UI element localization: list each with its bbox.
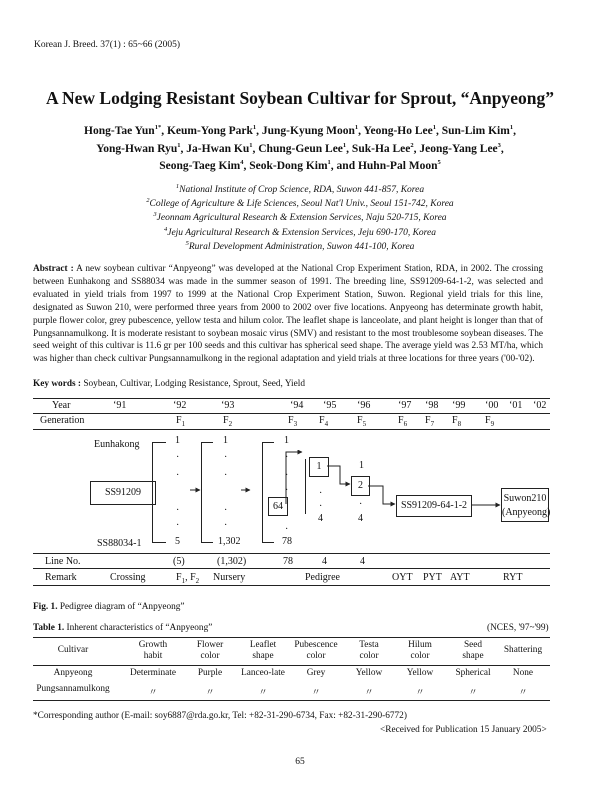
table-header-rule bbox=[33, 665, 550, 666]
fig-bottom-rule bbox=[33, 585, 550, 586]
parent-eunhakong: Eunhakong bbox=[94, 439, 140, 450]
table-label: Table 1. bbox=[33, 623, 65, 633]
author-affil-mark: 3 bbox=[497, 141, 501, 149]
generation-sub: 8 bbox=[457, 420, 462, 428]
header-line: Shattering bbox=[503, 645, 543, 655]
received-date: <Received for Publication 15 January 2005> bbox=[380, 725, 547, 735]
author-affil-mark: 1 bbox=[327, 159, 331, 167]
generation-base: F bbox=[357, 415, 363, 426]
bracket-92-top bbox=[152, 442, 166, 443]
caption-label: Fig. 1. bbox=[33, 602, 58, 612]
author-affil-mark: 1 bbox=[252, 124, 257, 132]
header-line: Hilum bbox=[408, 640, 432, 650]
affiliation-text: Rural Development Administration, Suwon 441-100, Korea bbox=[188, 241, 415, 252]
final-cultivar-box bbox=[501, 488, 549, 522]
count-93-top: 1 bbox=[223, 435, 228, 446]
count-95-bottom: 4 bbox=[318, 513, 323, 524]
table-row-cultivar: Pungsannamulkong bbox=[36, 684, 110, 694]
fig-rule bbox=[33, 568, 550, 569]
year-5: ‘96 bbox=[357, 400, 371, 411]
year-8: ‘99 bbox=[452, 400, 466, 411]
selected-64-box: 64 bbox=[268, 497, 288, 516]
author-sep: , bbox=[243, 160, 250, 172]
author-name: Jeong-Yang Lee bbox=[419, 142, 498, 155]
affiliation-text: Jeju Agricultural Research & Extension Services, Jeju 690-170, Korea bbox=[167, 227, 436, 238]
header-line: Leaflet bbox=[249, 640, 277, 650]
author-sep: , bbox=[513, 125, 516, 137]
fig-rule bbox=[33, 413, 550, 414]
author-sep: , bbox=[256, 125, 262, 137]
table-cell: Yellow bbox=[355, 668, 383, 678]
remark-nursery: Nursery bbox=[213, 572, 246, 583]
affiliation-text: Jeonnam Agricultural Research & Extension Services, Naju 520-715, Korea bbox=[156, 213, 447, 224]
year-6: ‘97 bbox=[398, 400, 412, 411]
header-line: Seed bbox=[463, 640, 483, 650]
author-sep: , bbox=[180, 142, 187, 155]
final-line-name: Suwon210 bbox=[503, 493, 547, 504]
table-cell: 〃 bbox=[148, 688, 158, 698]
author-name: Keum-Yong Park bbox=[166, 125, 253, 137]
remark-f1f2: $F_1$, $F_2$ bbox=[176, 572, 200, 585]
table-cell: 〃 bbox=[518, 688, 528, 698]
author-sep: , bbox=[252, 142, 259, 155]
generation-sub: 9 bbox=[490, 420, 495, 428]
line-no-94: 78 bbox=[283, 556, 293, 567]
count-96-top: 1 bbox=[359, 460, 364, 471]
dot: · bbox=[359, 499, 363, 510]
table-cell: Spherical bbox=[455, 668, 491, 678]
header-line: color bbox=[306, 651, 326, 661]
affiliation bbox=[60, 197, 540, 211]
year-9: ‘00 bbox=[485, 400, 499, 411]
generation-sub: 3 bbox=[293, 420, 298, 428]
caption-text: Pedigree diagram of “Anpyeong” bbox=[59, 602, 185, 612]
year-3: ‘94 bbox=[290, 400, 304, 411]
year-7: ‘98 bbox=[425, 400, 439, 411]
dot: · bbox=[285, 452, 289, 463]
generation-3 bbox=[319, 415, 328, 428]
paper-title: A New Lodging Resistant Soybean Cultivar for Sprout, “Anpyeong” bbox=[45, 88, 555, 108]
generation-sub: 6 bbox=[403, 420, 408, 428]
affiliation-num: 2 bbox=[146, 197, 150, 205]
generation-base: F bbox=[425, 415, 431, 426]
author-list bbox=[60, 123, 540, 176]
author-affil-mark: 5 bbox=[437, 159, 441, 167]
remark-ayt: AYT bbox=[450, 572, 470, 583]
author-affil-mark: 1 bbox=[432, 124, 436, 132]
author-name: Chung-Geun Lee bbox=[258, 142, 343, 155]
affiliation-list bbox=[60, 183, 540, 254]
generation-label: Generation bbox=[40, 415, 85, 426]
dot: · bbox=[176, 470, 180, 481]
header-line: Testa bbox=[359, 640, 379, 650]
dot: · bbox=[176, 505, 180, 516]
header-line: habit bbox=[143, 651, 163, 661]
fig-rule bbox=[33, 429, 550, 430]
generation-sub: 4 bbox=[324, 420, 329, 428]
author-affil-mark: 1 bbox=[342, 141, 347, 149]
table-header bbox=[33, 645, 113, 656]
author-affil-mark: 1 bbox=[354, 124, 359, 132]
line-no-92: (5) bbox=[173, 556, 185, 567]
year-10: ‘01 bbox=[509, 400, 523, 411]
generation-5 bbox=[398, 415, 407, 428]
author-name: Yong-Hwan Ryu bbox=[96, 142, 178, 155]
dot: · bbox=[224, 452, 228, 463]
generation-base: F bbox=[223, 415, 229, 426]
final-cultivar-name: (Anpyeong) bbox=[502, 507, 551, 518]
dot: · bbox=[285, 470, 289, 481]
year-11: ‘02 bbox=[533, 400, 547, 411]
table-row-cultivar: Anpyeong bbox=[53, 668, 93, 678]
fig-top-rule bbox=[33, 398, 550, 399]
abstract-text: A new soybean cultivar “Anpyeong” was developed at the National Crop Experiment Station, RDA, in 2002. The crossing between Eunhakong and SS88034 was made in the summer season of 1991. The breeding line, SS91209-64-1-2, was selected and evaluated in yield trials from 1997 to 1999 at the National Crop Experiment Station, Suwon. Regional yield trials for this line, designated as Suwon 210, were performed three years from 2000 to 2002 over five locations. Anpyeong has determinate growth habit, purple flower color, grey pubescence, yellow testa and hilum color. The leaflet shape is lanceolate, and plant height is longer than that of Pungsannamulkong. It is moderate resistant to soybean mosaic virus (SMV) and resistant to the most troublesome soybean diseases. The seed weight of this cultivar is 11.6 gr per 100 seeds and this cultivar has spherical seed shape. The average yield was 2.53 MT/ha, which was higher than check cultivar Pungsannamulkong in the regional adaptation and yield trials at three locations for three years ('00-'02). bbox=[33, 264, 543, 365]
affiliation-num: 1 bbox=[175, 182, 180, 190]
table-cell: 〃 bbox=[415, 688, 425, 698]
table-bottom-rule bbox=[33, 700, 550, 701]
generation-base: F bbox=[288, 415, 294, 426]
figure-caption bbox=[33, 602, 185, 612]
remark-label: Remark bbox=[45, 572, 77, 583]
line-no-93: (1,302) bbox=[217, 556, 247, 567]
author-name: Jung-Kyung Moon bbox=[261, 125, 355, 137]
remark-ryt: RYT bbox=[503, 572, 523, 583]
keywords bbox=[33, 379, 305, 389]
header-line: shape bbox=[462, 651, 484, 661]
author-affil-mark: 1 bbox=[177, 141, 181, 149]
bracket-93-bottom bbox=[201, 542, 213, 543]
affiliation-num: 3 bbox=[153, 211, 157, 219]
author-affil-mark: 1 bbox=[509, 124, 514, 132]
header-line: Cultivar bbox=[57, 645, 89, 655]
line-no-96: 4 bbox=[360, 556, 365, 567]
author-name: Ja-Hwan Ku bbox=[186, 142, 250, 155]
dot: · bbox=[319, 501, 323, 512]
table-cell: 〃 bbox=[205, 688, 215, 698]
bracket-94-bottom bbox=[262, 542, 274, 543]
author-affil-mark: 4 bbox=[240, 159, 244, 167]
author-affil-mark: 1 bbox=[249, 141, 253, 149]
year-2: ‘93 bbox=[221, 400, 235, 411]
table-cell: 〃 bbox=[311, 688, 321, 698]
generation-2 bbox=[288, 415, 297, 428]
dot: · bbox=[285, 524, 289, 535]
author-sep: , bbox=[161, 125, 167, 137]
header-line: Growth bbox=[138, 640, 168, 650]
author-name: Seong-Taeg Kim bbox=[159, 160, 241, 172]
generation-0 bbox=[176, 415, 185, 428]
journal-citation: Korean J. Breed. 37(1) : 65~66 (2005) bbox=[34, 40, 181, 50]
author-sep: , bbox=[413, 142, 420, 155]
generation-7 bbox=[452, 415, 461, 428]
table-cell: Lanceo-late bbox=[241, 668, 285, 678]
table-source: (NCES, '97~'99) bbox=[487, 623, 549, 633]
parent-ss88034: SS88034-1 bbox=[97, 538, 142, 549]
generation-8 bbox=[485, 415, 494, 428]
selected-96-box: 2 bbox=[351, 476, 370, 496]
affiliation-num: 5 bbox=[185, 239, 189, 247]
author-name: Seok-Dong Kim bbox=[249, 160, 328, 172]
affiliation bbox=[60, 226, 540, 240]
table-cell: Determinate bbox=[130, 668, 176, 678]
dot: · bbox=[319, 488, 323, 499]
selected-line-box: SS91209-64-1-2 bbox=[396, 495, 472, 517]
header-line: color bbox=[410, 651, 430, 661]
year-4: ‘95 bbox=[323, 400, 337, 411]
generation-base: F bbox=[398, 415, 404, 426]
arrows-92-94 bbox=[150, 478, 290, 528]
dot: · bbox=[224, 520, 228, 531]
fig-rule bbox=[33, 553, 550, 554]
dot: · bbox=[224, 505, 228, 516]
author-sep: , bbox=[358, 125, 364, 137]
line-no-label: Line No. bbox=[45, 556, 81, 567]
table-title bbox=[33, 623, 212, 633]
year-1: ‘92 bbox=[173, 400, 187, 411]
generation-6 bbox=[425, 415, 434, 428]
dot: · bbox=[224, 470, 228, 481]
count-92-top: 1 bbox=[175, 435, 180, 446]
generation-sub: 1 bbox=[181, 420, 186, 428]
remark-oyt: OYT bbox=[392, 572, 413, 583]
sub: 2 bbox=[195, 577, 200, 585]
header-line: Pubescence bbox=[294, 640, 338, 650]
author-sep: , bbox=[500, 142, 504, 155]
table-cell: Yellow bbox=[406, 668, 434, 678]
keywords-label: Key words : bbox=[33, 379, 82, 389]
remark-crossing: Crossing bbox=[110, 572, 146, 583]
author-sep: , bbox=[436, 125, 442, 137]
count-92-bottom: 5 bbox=[175, 536, 180, 547]
author-name: Yeong-Ho Lee bbox=[363, 125, 433, 137]
header-line: color bbox=[359, 651, 379, 661]
year-label: Year bbox=[52, 400, 71, 411]
remark-pedigree: Pedigree bbox=[305, 572, 340, 583]
generation-base: F bbox=[319, 415, 325, 426]
affiliation-text: College of Agriculture & Life Sciences, Seoul Nat'l Univ., Seoul 151-742, Korea bbox=[149, 199, 454, 210]
remark-pyt: PYT bbox=[423, 572, 442, 583]
table-cell: 〃 bbox=[258, 688, 268, 698]
table-header bbox=[483, 645, 563, 656]
line-no-95: 4 bbox=[322, 556, 327, 567]
cross-box: SS91209 bbox=[90, 481, 156, 505]
author-name: Hong-Tae Yun bbox=[84, 125, 155, 137]
bracket-94-top bbox=[262, 442, 274, 443]
author-sep: , bbox=[346, 142, 352, 155]
header-line: Flower bbox=[196, 640, 224, 650]
generation-1 bbox=[223, 415, 232, 428]
author-affil-mark: 2 bbox=[410, 141, 414, 149]
abstract bbox=[33, 263, 543, 366]
affiliation bbox=[60, 183, 540, 197]
table-cell: 〃 bbox=[468, 688, 478, 698]
abstract-label: Abstract : bbox=[33, 264, 74, 274]
generation-4 bbox=[357, 415, 366, 428]
table-cell: None bbox=[512, 668, 534, 678]
generation-sub: 7 bbox=[430, 420, 435, 428]
keywords-text: Soybean, Cultivar, Lodging Resistance, Sprout, Seed, Yield bbox=[83, 379, 305, 389]
table-cell: Grey bbox=[306, 668, 326, 678]
page-number: 65 bbox=[295, 757, 305, 767]
author-name: Sun-Lim Kim bbox=[441, 125, 510, 137]
year-0: ‘91 bbox=[113, 400, 127, 411]
affiliation bbox=[60, 240, 540, 254]
generation-sub: 5 bbox=[362, 420, 367, 428]
sub: 1 bbox=[181, 577, 186, 585]
generation-base: F bbox=[176, 415, 182, 426]
bracket-95 bbox=[305, 459, 306, 514]
count-94-top: 1 bbox=[284, 435, 289, 446]
author-sep: , and bbox=[330, 160, 358, 172]
affiliation bbox=[60, 211, 540, 225]
table-top-rule bbox=[33, 637, 550, 638]
dot: · bbox=[176, 452, 180, 463]
table-cell: Purple bbox=[197, 668, 223, 678]
table-cell: 〃 bbox=[364, 688, 374, 698]
generation-sub: 2 bbox=[228, 420, 233, 428]
author-name: Suk-Ha Lee bbox=[351, 142, 411, 155]
dot: · bbox=[176, 520, 180, 531]
count-94-bottom: 78 bbox=[282, 536, 292, 547]
table-title-text: Inherent characteristics of “Anpyeong” bbox=[66, 623, 213, 633]
affiliation-num: 4 bbox=[163, 225, 168, 233]
generation-base: F bbox=[485, 415, 491, 426]
count-96-bottom: 4 bbox=[358, 513, 363, 524]
corresponding-author: *Corresponding author (E-mail: soy6887@rda.go.kr, Tel: +82-31-290-6734, Fax: +82-31-290-6772) bbox=[33, 711, 407, 721]
author-name: Huhn-Pal Moon bbox=[357, 160, 438, 172]
generation-base: F bbox=[452, 415, 458, 426]
selected-95-box: 1 bbox=[309, 457, 329, 477]
header-line: shape bbox=[252, 651, 274, 661]
dot: · bbox=[285, 485, 289, 496]
author-affil-mark: 1* bbox=[154, 124, 162, 132]
affiliation-text: National Institute of Crop Science, RDA, Suwon 441-857, Korea bbox=[179, 185, 425, 195]
count-93-bottom: 1,302 bbox=[218, 536, 241, 547]
bracket-92-bottom bbox=[152, 542, 166, 543]
bracket-93-top bbox=[201, 442, 213, 443]
header-line: color bbox=[200, 651, 220, 661]
